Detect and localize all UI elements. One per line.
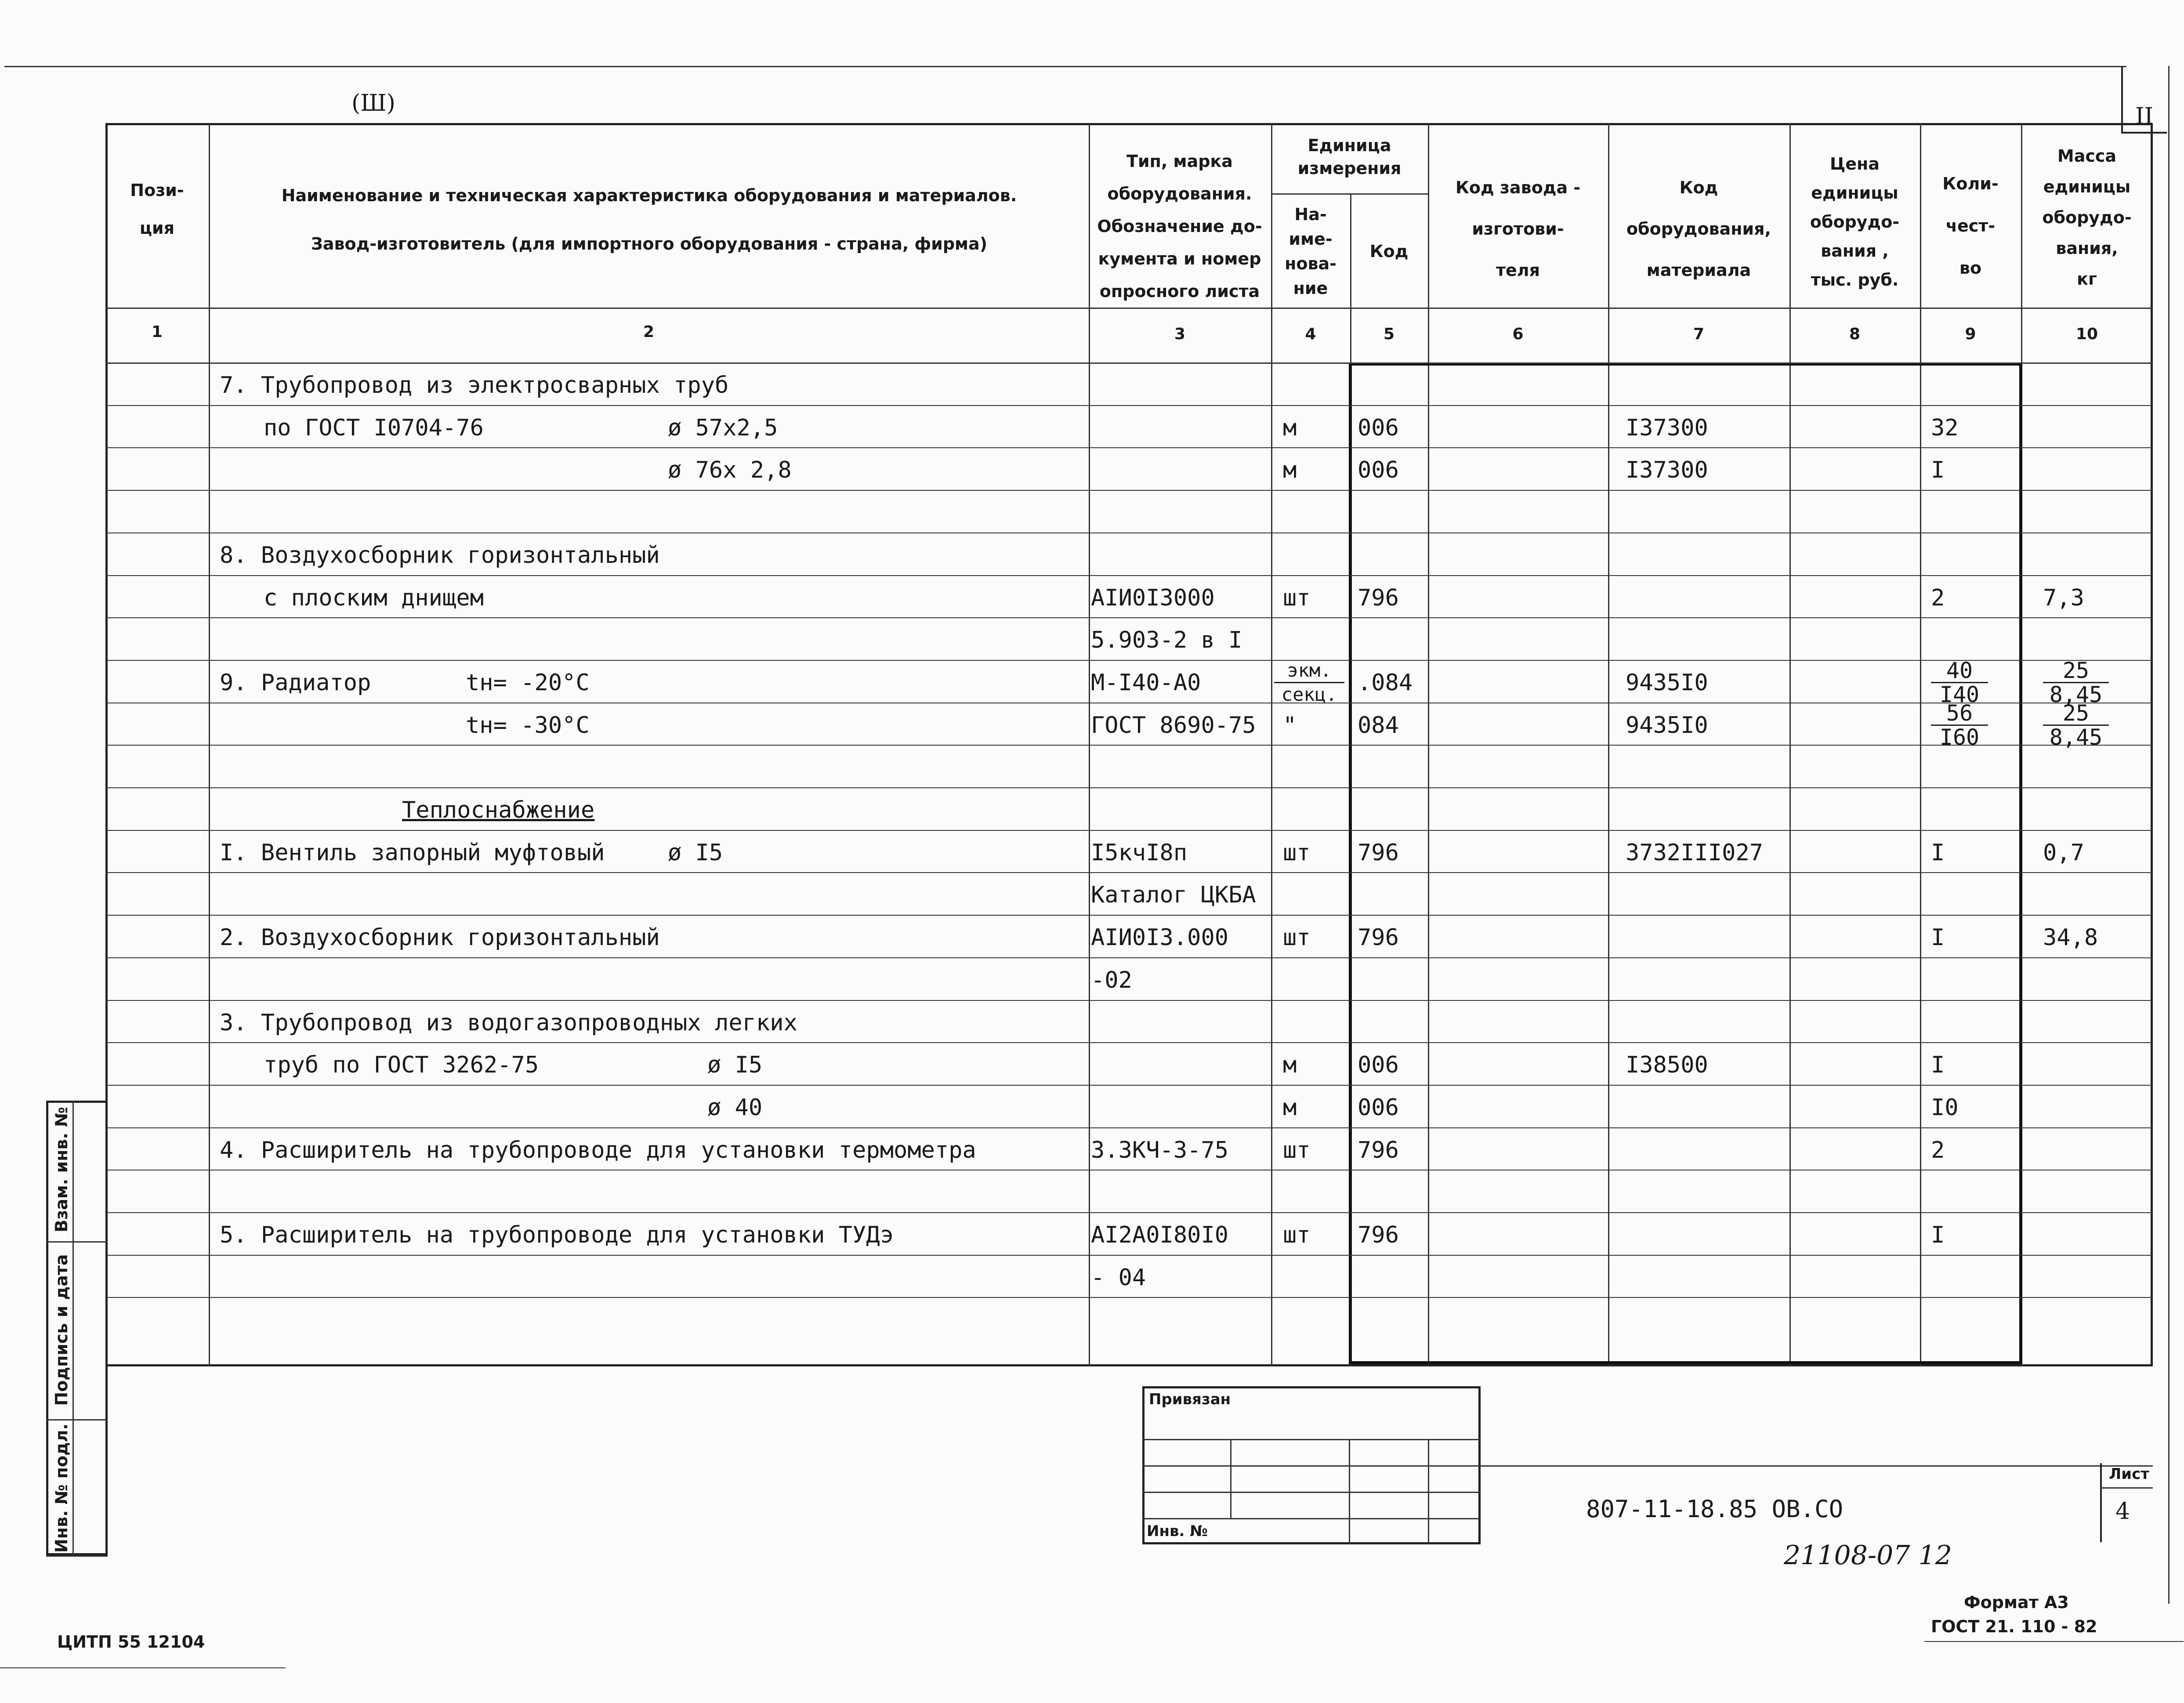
row-name: 8. Воздухосборник горизонтальный — [220, 542, 660, 569]
row-unit-code: 796 — [1358, 1137, 1399, 1163]
format-label: Формат А3 — [1964, 1593, 2069, 1612]
side-stamp-line-1 — [46, 1241, 108, 1243]
header-type: Тип, марка оборудования. Обозначение до- кумента и номер опросного листа — [1097, 152, 1262, 301]
row-type: AI2A0I80I0 — [1091, 1222, 1229, 1248]
row-mass: $\frac{25}{8,45}$ — [2043, 659, 2109, 706]
row-quantity: I — [1931, 840, 1945, 866]
row-quantity: I — [1931, 924, 1945, 951]
colnum-4: 4 — [1305, 325, 1316, 343]
row-spec: ø 76х 2,8 — [668, 457, 792, 483]
row-unit: м — [1283, 1094, 1297, 1121]
colnum-9: 9 — [1965, 325, 1976, 343]
row-quantity: I — [1931, 1052, 1945, 1078]
row-unit: м — [1283, 457, 1297, 483]
row-quantity: $\frac{56}{I60}$ — [1931, 702, 1988, 749]
row-name: 9. Радиатор — [220, 670, 371, 696]
row-unit-code: 796 — [1358, 840, 1399, 866]
row-divider — [105, 1297, 2153, 1298]
colnum-8: 8 — [1849, 325, 1861, 343]
sheet-number-divider — [2100, 1487, 2153, 1489]
header-factory-code: Код завода - изготови- теля — [1455, 178, 1581, 280]
row-divider — [105, 957, 2153, 958]
unit-subheader-line — [1271, 193, 1428, 195]
bound-line-4 — [1142, 1518, 1481, 1519]
row-unit-code: 796 — [1358, 924, 1399, 951]
colnum-3: 3 — [1174, 325, 1186, 343]
row-divider — [105, 872, 2153, 873]
row-mass: 7,3 — [2043, 585, 2084, 611]
colnum-bottom-line — [105, 362, 2153, 364]
row-divider — [105, 1127, 2153, 1128]
row-type: - 04 — [1091, 1265, 1146, 1291]
row-material-code: I38500 — [1626, 1052, 1708, 1078]
row-quantity: 32 — [1931, 415, 1959, 441]
header-quantity: Коли- чест- во — [1942, 174, 1999, 278]
colnum-7: 7 — [1693, 325, 1705, 343]
row-divider — [105, 1042, 2153, 1043]
row-type: AIИ0I3.000 — [1091, 924, 1229, 951]
row-spec: tн= -30°C — [466, 712, 590, 739]
document-code: 807-11-18.85 ОВ.СО — [1586, 1495, 1844, 1523]
row-quantity: 2 — [1931, 1137, 1945, 1163]
header-position: Пози- ция — [130, 181, 184, 238]
row-divider — [105, 1255, 2153, 1256]
header-material-code: Код оборудования, материала — [1626, 178, 1771, 280]
row-unit: шт — [1283, 1222, 1311, 1248]
row-spec: ø I5 — [707, 1052, 763, 1078]
header-name: Наименование и техническая характеристика оборудования и материалов. Завод-изготовитель (для импортного оборудования - страна, фирма) — [281, 186, 1017, 254]
row-unit: шт — [1283, 924, 1311, 951]
row-quantity: $\frac{40}{I40}$ — [1931, 659, 1988, 706]
row-name: 5. Расширитель на трубопроводе для установки ТУДэ — [220, 1222, 894, 1248]
row-type: ГОСТ 8690-75 — [1091, 712, 1256, 739]
footer-left-line — [0, 1667, 286, 1668]
header-unit-name: На- име- нова- ние — [1285, 205, 1336, 298]
sheet-code: II — [2135, 103, 2154, 130]
colnum-6: 6 — [1512, 325, 1524, 343]
header-unit-code: Код — [1369, 242, 1409, 261]
row-type: М-I40-А0 — [1091, 670, 1201, 696]
row-material-code: 94З5I0 — [1626, 712, 1708, 739]
side-stamp-divider — [72, 1101, 74, 1555]
side-stamp-orig-inv: Инв. № подл. — [52, 1423, 71, 1553]
row-unit: м — [1283, 415, 1297, 441]
row-unit-code: 796 — [1358, 585, 1399, 611]
row-divider — [105, 1212, 2153, 1213]
row-type: -02 — [1091, 967, 1132, 993]
row-type: AIИ0I3000 — [1091, 585, 1215, 611]
row-unit: шт — [1283, 585, 1311, 611]
row-material-code: I37300 — [1626, 457, 1708, 483]
row-divider — [105, 830, 2153, 831]
top-border-line — [4, 66, 2126, 67]
sheet-label: Лист — [2109, 1465, 2149, 1483]
row-unit: экм. секц. — [1274, 659, 1344, 706]
bound-line-1 — [1142, 1439, 1481, 1440]
row-unit-code: 006 — [1358, 1094, 1399, 1121]
row-divider — [105, 1000, 2153, 1001]
row-divider — [105, 617, 2153, 618]
row-quantity: 2 — [1931, 585, 1945, 611]
side-stamp-signature-date: Подпись и дата — [52, 1254, 71, 1406]
row-name: 7. Трубопровод из электросварных труб — [220, 372, 729, 399]
row-name: с плоским днищем — [264, 585, 484, 611]
row-divider — [105, 915, 2153, 916]
roman-mark: (Ш) — [351, 90, 395, 116]
row-type: 5.903-2 в I — [1091, 627, 1242, 653]
bound-vline-2 — [1349, 1439, 1350, 1544]
row-name: 3. Трубопровод из водогазопроводных легких — [220, 1010, 797, 1036]
row-unit: " — [1283, 712, 1297, 739]
row-type: 3.3КЧ-3-75 — [1091, 1137, 1229, 1163]
colnum-1: 1 — [151, 323, 163, 341]
row-unit-code: .084 — [1358, 670, 1413, 696]
row-spec: tн= -20°C — [466, 670, 590, 696]
row-mass: $\frac{25}{8,45}$ — [2043, 702, 2109, 749]
row-unit: шт — [1283, 1137, 1311, 1163]
row-divider — [105, 1085, 2153, 1086]
inv-label: Инв. № — [1147, 1522, 1208, 1540]
row-divider — [105, 490, 2153, 491]
row-mass: 34,8 — [2043, 924, 2098, 951]
row-name: 4. Расширитель на трубопроводе для установки термометра — [220, 1137, 976, 1163]
header-mass: Масса единицы оборудо- вания, кг — [2042, 146, 2132, 289]
row-name: 2. Воздухосборник горизонтальный — [220, 924, 660, 951]
row-unit-code: 006 — [1358, 1052, 1399, 1078]
row-name: труб по ГОСТ 3262-75 — [264, 1052, 539, 1078]
bound-line-3 — [1142, 1492, 1481, 1493]
row-type: I5кчI8п — [1091, 840, 1188, 866]
bound-vline-1 — [1230, 1439, 1231, 1518]
gost-label: ГОСТ 21. 110 - 82 — [1931, 1617, 2097, 1636]
row-quantity: I0 — [1931, 1094, 1959, 1121]
citp-number: ЦИТП 55 12104 — [57, 1632, 205, 1652]
row-name: по ГОСТ I0704-76 — [264, 415, 484, 441]
row-name: I. Вентиль запорный муфтовый — [220, 840, 605, 866]
row-type: Каталог ЦКБА — [1091, 882, 1256, 908]
row-quantity: I — [1931, 457, 1945, 483]
side-stamp-replace-inv: Взам. инв. № — [52, 1107, 71, 1232]
handwritten-reference: 21108-07 12 — [1784, 1540, 1952, 1571]
row-divider — [105, 575, 2153, 576]
row-name: Теплоснабжение — [402, 797, 595, 823]
footer-right-line — [1924, 1641, 2184, 1642]
row-spec: ø 40 — [707, 1094, 763, 1121]
row-quantity: I — [1931, 1222, 1945, 1248]
row-divider — [105, 660, 2153, 661]
row-divider — [105, 787, 2153, 788]
row-spec: ø 57х2,5 — [668, 415, 778, 441]
sheet-number: 4 — [2115, 1498, 2130, 1525]
side-bottom-line — [46, 1555, 108, 1557]
row-unit: м — [1283, 1052, 1297, 1078]
row-spec: ø I5 — [668, 840, 723, 866]
colnum-10: 10 — [2075, 325, 2098, 343]
bound-line-2 — [1142, 1465, 1481, 1467]
header-unit: Единица измерения — [1297, 136, 1402, 178]
row-material-code: 94З5I0 — [1626, 670, 1708, 696]
colnum-5: 5 — [1383, 325, 1395, 343]
bound-label: Привязан — [1149, 1391, 1231, 1408]
row-divider — [105, 447, 2153, 448]
row-unit-code: 796 — [1358, 1222, 1399, 1248]
row-unit-code: 006 — [1358, 415, 1399, 441]
header-bottom-line — [105, 308, 2153, 309]
row-material-code: 3732III027 — [1626, 840, 1764, 866]
row-divider — [105, 405, 2153, 406]
row-material-code: I37300 — [1626, 415, 1708, 441]
row-mass: 0,7 — [2043, 840, 2084, 866]
right-border-line — [2168, 66, 2170, 1604]
row-unit: шт — [1283, 840, 1311, 866]
row-unit-code: 006 — [1358, 457, 1399, 483]
header-price: Цена единицы оборудо- вания , тыс. руб. — [1810, 154, 1900, 290]
bound-vline-3 — [1428, 1439, 1429, 1544]
row-unit-code: 084 — [1358, 712, 1399, 739]
colnum-2: 2 — [643, 323, 655, 341]
title-block-top-line — [1481, 1465, 2153, 1467]
row-divider — [105, 745, 2153, 746]
